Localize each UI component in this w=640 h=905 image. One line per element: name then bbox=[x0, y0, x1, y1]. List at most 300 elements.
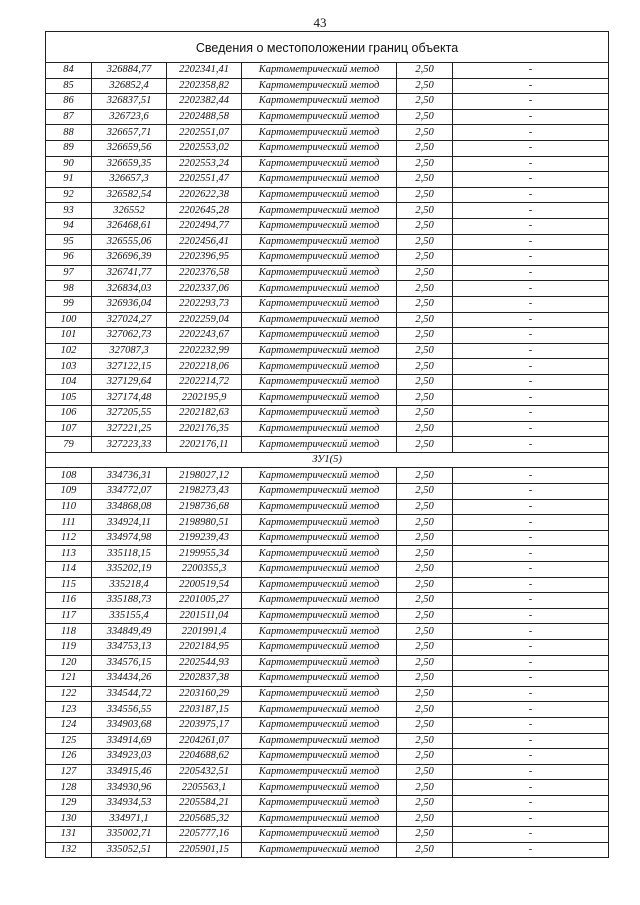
table-row bbox=[46, 499, 609, 515]
accuracy-cell: 2,50 bbox=[397, 172, 453, 188]
page-number: 43 bbox=[313, 15, 327, 30]
y-coordinate-cell: 2202184,95 bbox=[167, 639, 242, 655]
point-number-cell: 85 bbox=[46, 78, 92, 94]
point-number-cell: 102 bbox=[46, 343, 92, 359]
method-cell: Картометрический метод bbox=[242, 234, 397, 250]
description-cell: - bbox=[453, 593, 609, 609]
y-coordinate-cell: 2201005,27 bbox=[167, 593, 242, 609]
y-coordinate-cell: 2200519,54 bbox=[167, 577, 242, 593]
table-row bbox=[46, 218, 609, 234]
y-coordinate-cell: 2200355,3 bbox=[167, 562, 242, 578]
method-cell: Картометрический метод bbox=[242, 172, 397, 188]
description-cell: - bbox=[453, 639, 609, 655]
point-number-cell: 107 bbox=[46, 421, 92, 437]
accuracy-cell: 2,50 bbox=[397, 842, 453, 858]
point-number-cell: 109 bbox=[46, 484, 92, 500]
table-row bbox=[46, 780, 609, 796]
method-cell: Картометрический метод bbox=[242, 312, 397, 328]
method-cell: Картометрический метод bbox=[242, 156, 397, 172]
table-row bbox=[46, 265, 609, 281]
point-number-cell: 116 bbox=[46, 593, 92, 609]
description-cell: - bbox=[453, 499, 609, 515]
accuracy-cell: 2,50 bbox=[397, 468, 453, 484]
x-coordinate-cell: 334915,46 bbox=[92, 764, 167, 780]
table-row bbox=[46, 515, 609, 531]
table-row bbox=[46, 390, 609, 406]
table-row bbox=[46, 795, 609, 811]
x-coordinate-cell: 326659,35 bbox=[92, 156, 167, 172]
accuracy-cell: 2,50 bbox=[397, 702, 453, 718]
y-coordinate-cell: 2203975,17 bbox=[167, 717, 242, 733]
table-row bbox=[46, 530, 609, 546]
x-coordinate-cell: 327024,27 bbox=[92, 312, 167, 328]
y-coordinate-cell: 2202396,95 bbox=[167, 250, 242, 266]
point-number-cell: 86 bbox=[46, 94, 92, 110]
y-coordinate-cell: 2201511,04 bbox=[167, 608, 242, 624]
point-number-cell: 91 bbox=[46, 172, 92, 188]
method-cell: Картометрический метод bbox=[242, 686, 397, 702]
table-row bbox=[46, 749, 609, 765]
description-cell: - bbox=[453, 702, 609, 718]
point-number-cell: 117 bbox=[46, 608, 92, 624]
description-cell: - bbox=[453, 374, 609, 390]
description-cell: - bbox=[453, 655, 609, 671]
description-cell: - bbox=[453, 733, 609, 749]
point-number-cell: 112 bbox=[46, 530, 92, 546]
accuracy-cell: 2,50 bbox=[397, 546, 453, 562]
x-coordinate-cell: 334974,98 bbox=[92, 530, 167, 546]
x-coordinate-cell: 334849,49 bbox=[92, 624, 167, 640]
description-cell: - bbox=[453, 795, 609, 811]
point-number-cell: 79 bbox=[46, 437, 92, 453]
description-cell: - bbox=[453, 296, 609, 312]
table-row bbox=[46, 686, 609, 702]
y-coordinate-cell: 2205777,16 bbox=[167, 827, 242, 843]
x-coordinate-cell: 326741,77 bbox=[92, 265, 167, 281]
point-number-cell: 100 bbox=[46, 312, 92, 328]
point-number-cell: 130 bbox=[46, 811, 92, 827]
method-cell: Картометрический метод bbox=[242, 593, 397, 609]
point-number-cell: 99 bbox=[46, 296, 92, 312]
point-number-cell: 122 bbox=[46, 686, 92, 702]
y-coordinate-cell: 2202341,41 bbox=[167, 63, 242, 79]
x-coordinate-cell: 327223,33 bbox=[92, 437, 167, 453]
x-coordinate-cell: 334576,15 bbox=[92, 655, 167, 671]
accuracy-cell: 2,50 bbox=[397, 608, 453, 624]
x-coordinate-cell: 326659,56 bbox=[92, 140, 167, 156]
y-coordinate-cell: 2205432,51 bbox=[167, 764, 242, 780]
accuracy-cell: 2,50 bbox=[397, 562, 453, 578]
method-cell: Картометрический метод bbox=[242, 406, 397, 422]
x-coordinate-cell: 334772,07 bbox=[92, 484, 167, 500]
description-cell: - bbox=[453, 827, 609, 843]
x-coordinate-cell: 334736,31 bbox=[92, 468, 167, 484]
method-cell: Картометрический метод bbox=[242, 749, 397, 765]
y-coordinate-cell: 2202337,06 bbox=[167, 281, 242, 297]
accuracy-cell: 2,50 bbox=[397, 94, 453, 110]
description-cell: - bbox=[453, 811, 609, 827]
method-cell: Картометрический метод bbox=[242, 608, 397, 624]
table-row bbox=[46, 359, 609, 375]
method-cell: Картометрический метод bbox=[242, 827, 397, 843]
description-cell: - bbox=[453, 94, 609, 110]
point-number-cell: 131 bbox=[46, 827, 92, 843]
x-coordinate-cell: 334914,69 bbox=[92, 733, 167, 749]
method-cell: Картометрический метод bbox=[242, 125, 397, 141]
table-row bbox=[46, 811, 609, 827]
table-row bbox=[46, 125, 609, 141]
method-cell: Картометрический метод bbox=[242, 842, 397, 858]
point-number-cell: 98 bbox=[46, 281, 92, 297]
x-coordinate-cell: 326834,03 bbox=[92, 281, 167, 297]
accuracy-cell: 2,50 bbox=[397, 296, 453, 312]
point-number-cell: 84 bbox=[46, 63, 92, 79]
y-coordinate-cell: 2203160,29 bbox=[167, 686, 242, 702]
y-coordinate-cell: 2202376,58 bbox=[167, 265, 242, 281]
x-coordinate-cell: 334971,1 bbox=[92, 811, 167, 827]
x-coordinate-cell: 334934,53 bbox=[92, 795, 167, 811]
method-cell: Картометрический метод bbox=[242, 296, 397, 312]
accuracy-cell: 2,50 bbox=[397, 639, 453, 655]
method-cell: Картометрический метод bbox=[242, 343, 397, 359]
table-title-row bbox=[46, 32, 609, 63]
method-cell: Картометрический метод bbox=[242, 140, 397, 156]
y-coordinate-cell: 2202232,99 bbox=[167, 343, 242, 359]
y-coordinate-cell: 2199955,34 bbox=[167, 546, 242, 562]
description-cell: - bbox=[453, 109, 609, 125]
x-coordinate-cell: 334753,13 bbox=[92, 639, 167, 655]
point-number-cell: 121 bbox=[46, 671, 92, 687]
accuracy-cell: 2,50 bbox=[397, 749, 453, 765]
point-number-cell: 129 bbox=[46, 795, 92, 811]
x-coordinate-cell: 327205,55 bbox=[92, 406, 167, 422]
x-coordinate-cell: 334930,96 bbox=[92, 780, 167, 796]
description-cell: - bbox=[453, 437, 609, 453]
description-cell: - bbox=[453, 359, 609, 375]
point-number-cell: 120 bbox=[46, 655, 92, 671]
method-cell: Картометрический метод bbox=[242, 468, 397, 484]
description-cell: - bbox=[453, 764, 609, 780]
x-coordinate-cell: 335188,73 bbox=[92, 593, 167, 609]
accuracy-cell: 2,50 bbox=[397, 811, 453, 827]
description-cell: - bbox=[453, 577, 609, 593]
y-coordinate-cell: 2205563,1 bbox=[167, 780, 242, 796]
x-coordinate-cell: 334903,68 bbox=[92, 717, 167, 733]
x-coordinate-cell: 327122,15 bbox=[92, 359, 167, 375]
x-coordinate-cell: 326657,3 bbox=[92, 172, 167, 188]
y-coordinate-cell: 2202837,38 bbox=[167, 671, 242, 687]
description-cell: - bbox=[453, 234, 609, 250]
x-coordinate-cell: 326657,71 bbox=[92, 125, 167, 141]
accuracy-cell: 2,50 bbox=[397, 437, 453, 453]
y-coordinate-cell: 2205584,21 bbox=[167, 795, 242, 811]
accuracy-cell: 2,50 bbox=[397, 250, 453, 266]
x-coordinate-cell: 326582,54 bbox=[92, 187, 167, 203]
table-row bbox=[46, 187, 609, 203]
accuracy-cell: 2,50 bbox=[397, 624, 453, 640]
accuracy-cell: 2,50 bbox=[397, 795, 453, 811]
y-coordinate-cell: 2202551,07 bbox=[167, 125, 242, 141]
x-coordinate-cell: 327129,64 bbox=[92, 374, 167, 390]
point-number-cell: 127 bbox=[46, 764, 92, 780]
accuracy-cell: 2,50 bbox=[397, 359, 453, 375]
y-coordinate-cell: 2203187,15 bbox=[167, 702, 242, 718]
description-cell: - bbox=[453, 562, 609, 578]
table-row bbox=[46, 78, 609, 94]
table-row bbox=[46, 624, 609, 640]
description-cell: - bbox=[453, 78, 609, 94]
method-cell: Картометрический метод bbox=[242, 795, 397, 811]
point-number-cell: 119 bbox=[46, 639, 92, 655]
y-coordinate-cell: 2198273,43 bbox=[167, 484, 242, 500]
x-coordinate-cell: 327221,25 bbox=[92, 421, 167, 437]
table-row bbox=[46, 140, 609, 156]
point-number-cell: 89 bbox=[46, 140, 92, 156]
point-number-cell: 95 bbox=[46, 234, 92, 250]
table-title: Сведения о местоположении границ объекта bbox=[46, 32, 609, 63]
table-row bbox=[46, 421, 609, 437]
point-number-cell: 105 bbox=[46, 390, 92, 406]
y-coordinate-cell: 2202551,47 bbox=[167, 172, 242, 188]
method-cell: Картометрический метод bbox=[242, 655, 397, 671]
accuracy-cell: 2,50 bbox=[397, 780, 453, 796]
point-number-cell: 113 bbox=[46, 546, 92, 562]
y-coordinate-cell: 2202622,38 bbox=[167, 187, 242, 203]
method-cell: Картометрический метод bbox=[242, 780, 397, 796]
table-row bbox=[46, 203, 609, 219]
description-cell: - bbox=[453, 686, 609, 702]
y-coordinate-cell: 2199239,43 bbox=[167, 530, 242, 546]
table-row bbox=[46, 406, 609, 422]
description-cell: - bbox=[453, 140, 609, 156]
table-row bbox=[46, 608, 609, 624]
x-coordinate-cell: 335202,19 bbox=[92, 562, 167, 578]
accuracy-cell: 2,50 bbox=[397, 140, 453, 156]
table-row bbox=[46, 546, 609, 562]
description-cell: - bbox=[453, 390, 609, 406]
point-number-cell: 90 bbox=[46, 156, 92, 172]
method-cell: Картометрический метод bbox=[242, 109, 397, 125]
y-coordinate-cell: 2201991,4 bbox=[167, 624, 242, 640]
method-cell: Картометрический метод bbox=[242, 764, 397, 780]
description-cell: - bbox=[453, 484, 609, 500]
section-header-row bbox=[46, 452, 609, 468]
method-cell: Картометрический метод bbox=[242, 702, 397, 718]
point-number-cell: 104 bbox=[46, 374, 92, 390]
table-row bbox=[46, 156, 609, 172]
table-row bbox=[46, 437, 609, 453]
point-number-cell: 94 bbox=[46, 218, 92, 234]
description-cell: - bbox=[453, 530, 609, 546]
method-cell: Картометрический метод bbox=[242, 374, 397, 390]
description-cell: - bbox=[453, 312, 609, 328]
y-coordinate-cell: 2205685,32 bbox=[167, 811, 242, 827]
table-row bbox=[46, 764, 609, 780]
table-row bbox=[46, 312, 609, 328]
table-row bbox=[46, 109, 609, 125]
accuracy-cell: 2,50 bbox=[397, 265, 453, 281]
description-cell: - bbox=[453, 218, 609, 234]
y-coordinate-cell: 2202544,93 bbox=[167, 655, 242, 671]
description-cell: - bbox=[453, 250, 609, 266]
description-cell: - bbox=[453, 187, 609, 203]
y-coordinate-cell: 2198027,12 bbox=[167, 468, 242, 484]
accuracy-cell: 2,50 bbox=[397, 827, 453, 843]
table-row bbox=[46, 172, 609, 188]
method-cell: Картометрический метод bbox=[242, 639, 397, 655]
x-coordinate-cell: 335155,4 bbox=[92, 608, 167, 624]
description-cell: - bbox=[453, 671, 609, 687]
table-row bbox=[46, 281, 609, 297]
accuracy-cell: 2,50 bbox=[397, 593, 453, 609]
accuracy-cell: 2,50 bbox=[397, 374, 453, 390]
method-cell: Картометрический метод bbox=[242, 546, 397, 562]
method-cell: Картометрический метод bbox=[242, 562, 397, 578]
x-coordinate-cell: 326837,51 bbox=[92, 94, 167, 110]
y-coordinate-cell: 2202553,24 bbox=[167, 156, 242, 172]
table-row bbox=[46, 250, 609, 266]
point-number-cell: 97 bbox=[46, 265, 92, 281]
accuracy-cell: 2,50 bbox=[397, 125, 453, 141]
accuracy-cell: 2,50 bbox=[397, 406, 453, 422]
x-coordinate-cell: 335002,71 bbox=[92, 827, 167, 843]
description-cell: - bbox=[453, 624, 609, 640]
description-cell: - bbox=[453, 281, 609, 297]
method-cell: Картометрический метод bbox=[242, 671, 397, 687]
method-cell: Картометрический метод bbox=[242, 203, 397, 219]
boundary-coordinates-table bbox=[45, 31, 609, 858]
table-row bbox=[46, 842, 609, 858]
method-cell: Картометрический метод bbox=[242, 624, 397, 640]
point-number-cell: 125 bbox=[46, 733, 92, 749]
table-row bbox=[46, 639, 609, 655]
accuracy-cell: 2,50 bbox=[397, 686, 453, 702]
description-cell: - bbox=[453, 328, 609, 344]
point-number-cell: 96 bbox=[46, 250, 92, 266]
accuracy-cell: 2,50 bbox=[397, 499, 453, 515]
x-coordinate-cell: 326723,6 bbox=[92, 109, 167, 125]
point-number-cell: 115 bbox=[46, 577, 92, 593]
point-number-cell: 92 bbox=[46, 187, 92, 203]
description-cell: - bbox=[453, 172, 609, 188]
description-cell: - bbox=[453, 63, 609, 79]
description-cell: - bbox=[453, 125, 609, 141]
accuracy-cell: 2,50 bbox=[397, 484, 453, 500]
x-coordinate-cell: 335052,51 bbox=[92, 842, 167, 858]
method-cell: Картометрический метод bbox=[242, 733, 397, 749]
table-row bbox=[46, 733, 609, 749]
y-coordinate-cell: 2202358,82 bbox=[167, 78, 242, 94]
y-coordinate-cell: 2202195,9 bbox=[167, 390, 242, 406]
accuracy-cell: 2,50 bbox=[397, 577, 453, 593]
description-cell: - bbox=[453, 156, 609, 172]
point-number-cell: 108 bbox=[46, 468, 92, 484]
y-coordinate-cell: 2202293,73 bbox=[167, 296, 242, 312]
method-cell: Картометрический метод bbox=[242, 94, 397, 110]
method-cell: Картометрический метод bbox=[242, 187, 397, 203]
method-cell: Картометрический метод bbox=[242, 530, 397, 546]
point-number-cell: 126 bbox=[46, 749, 92, 765]
point-number-cell: 88 bbox=[46, 125, 92, 141]
method-cell: Картометрический метод bbox=[242, 265, 397, 281]
description-cell: - bbox=[453, 468, 609, 484]
y-coordinate-cell: 2202456,41 bbox=[167, 234, 242, 250]
y-coordinate-cell: 2202214,72 bbox=[167, 374, 242, 390]
y-coordinate-cell: 2202553,02 bbox=[167, 140, 242, 156]
description-cell: - bbox=[453, 842, 609, 858]
point-number-cell: 106 bbox=[46, 406, 92, 422]
y-coordinate-cell: 2202218,06 bbox=[167, 359, 242, 375]
x-coordinate-cell: 335118,15 bbox=[92, 546, 167, 562]
table-row bbox=[46, 562, 609, 578]
y-coordinate-cell: 2204261,07 bbox=[167, 733, 242, 749]
point-number-cell: 128 bbox=[46, 780, 92, 796]
x-coordinate-cell: 334868,08 bbox=[92, 499, 167, 515]
x-coordinate-cell: 326552 bbox=[92, 203, 167, 219]
point-number-cell: 93 bbox=[46, 203, 92, 219]
accuracy-cell: 2,50 bbox=[397, 312, 453, 328]
table-row bbox=[46, 343, 609, 359]
point-number-cell: 111 bbox=[46, 515, 92, 531]
accuracy-cell: 2,50 bbox=[397, 764, 453, 780]
y-coordinate-cell: 2202382,44 bbox=[167, 94, 242, 110]
table-row bbox=[46, 468, 609, 484]
method-cell: Картометрический метод bbox=[242, 359, 397, 375]
x-coordinate-cell: 327087,3 bbox=[92, 343, 167, 359]
method-cell: Картометрический метод bbox=[242, 218, 397, 234]
accuracy-cell: 2,50 bbox=[397, 421, 453, 437]
description-cell: - bbox=[453, 749, 609, 765]
x-coordinate-cell: 326468,61 bbox=[92, 218, 167, 234]
accuracy-cell: 2,50 bbox=[397, 530, 453, 546]
description-cell: - bbox=[453, 780, 609, 796]
x-coordinate-cell: 326555,06 bbox=[92, 234, 167, 250]
table-row bbox=[46, 577, 609, 593]
point-number-cell: 124 bbox=[46, 717, 92, 733]
table-row bbox=[46, 328, 609, 344]
x-coordinate-cell: 326884,77 bbox=[92, 63, 167, 79]
description-cell: - bbox=[453, 546, 609, 562]
description-cell: - bbox=[453, 421, 609, 437]
method-cell: Картометрический метод bbox=[242, 281, 397, 297]
table-row bbox=[46, 717, 609, 733]
point-number-cell: 103 bbox=[46, 359, 92, 375]
accuracy-cell: 2,50 bbox=[397, 733, 453, 749]
method-cell: Картометрический метод bbox=[242, 811, 397, 827]
point-number-cell: 101 bbox=[46, 328, 92, 344]
x-coordinate-cell: 334556,55 bbox=[92, 702, 167, 718]
point-number-cell: 87 bbox=[46, 109, 92, 125]
description-cell: - bbox=[453, 203, 609, 219]
accuracy-cell: 2,50 bbox=[397, 281, 453, 297]
description-cell: - bbox=[453, 265, 609, 281]
y-coordinate-cell: 2198736,68 bbox=[167, 499, 242, 515]
point-number-cell: 114 bbox=[46, 562, 92, 578]
accuracy-cell: 2,50 bbox=[397, 203, 453, 219]
table-row bbox=[46, 655, 609, 671]
method-cell: Картометрический метод bbox=[242, 328, 397, 344]
method-cell: Картометрический метод bbox=[242, 63, 397, 79]
method-cell: Картометрический метод bbox=[242, 484, 397, 500]
accuracy-cell: 2,50 bbox=[397, 218, 453, 234]
point-number-cell: 132 bbox=[46, 842, 92, 858]
table-row bbox=[46, 827, 609, 843]
x-coordinate-cell: 326696,39 bbox=[92, 250, 167, 266]
y-coordinate-cell: 2202182,63 bbox=[167, 406, 242, 422]
method-cell: Картометрический метод bbox=[242, 78, 397, 94]
table-row bbox=[46, 484, 609, 500]
method-cell: Картометрический метод bbox=[242, 390, 397, 406]
